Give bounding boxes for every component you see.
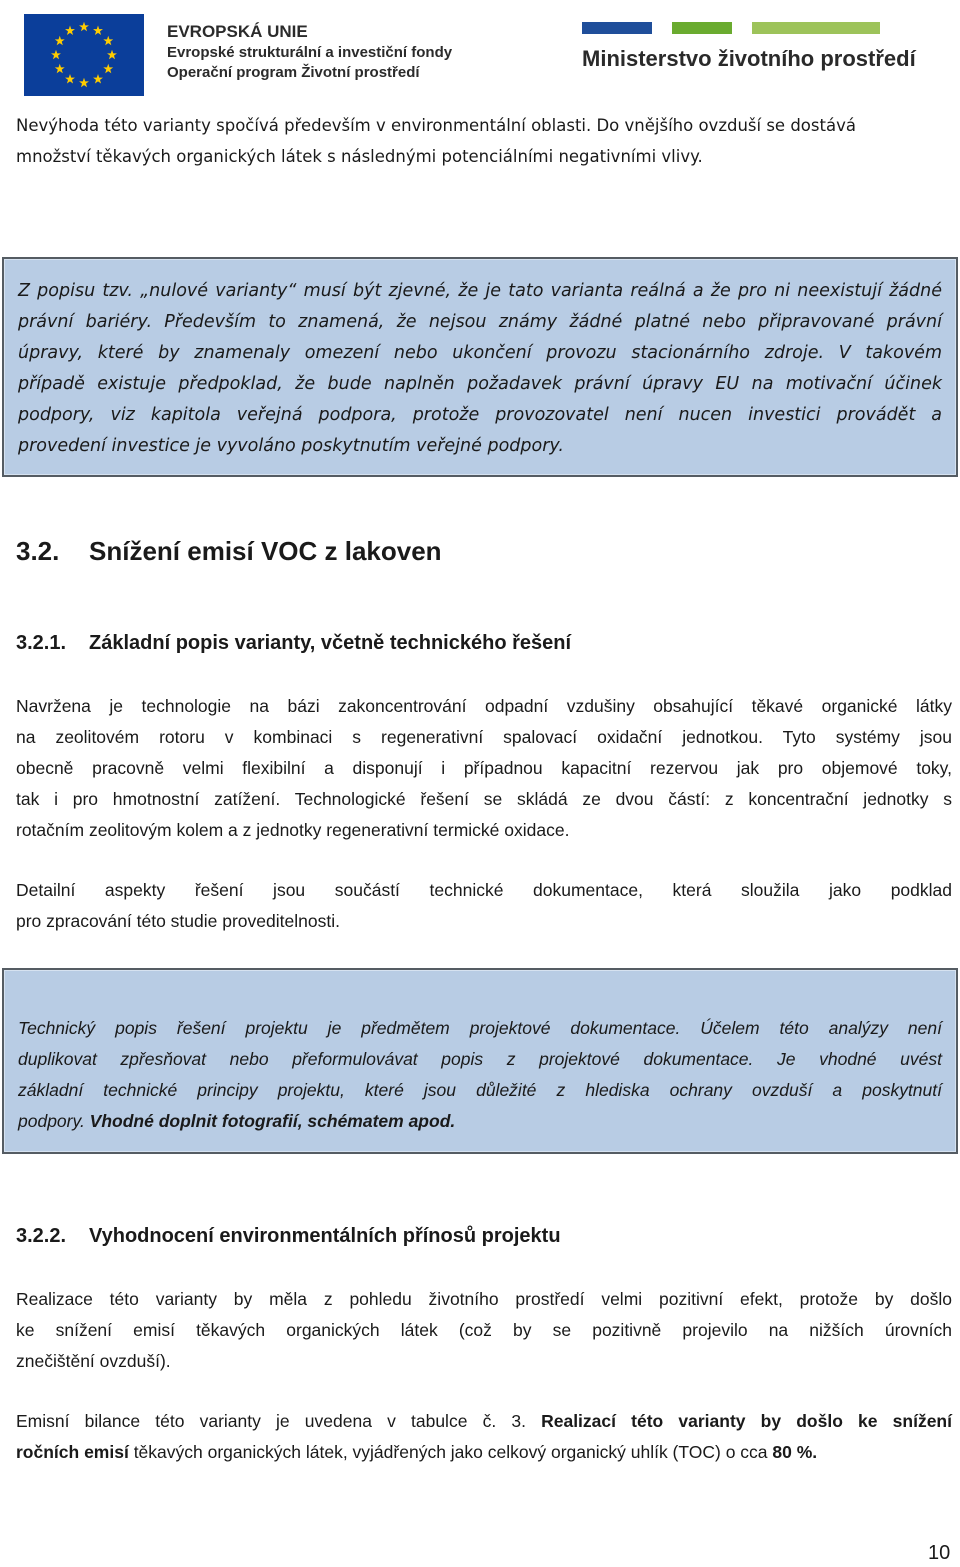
section-number: 3.2.2.	[16, 1225, 67, 1247]
note-line: duplikovat zpřesňovat nebo přeformulovávat popis z projektové dokumentace. Je vhodné uvést	[18, 1049, 942, 1069]
section-title: Základní popis varianty, včetně technického řešení	[89, 632, 572, 654]
intro-paragraph	[16, 110, 946, 172]
note-line: úpravy, které by znamenaly omezení nebo ukončení provozu stacionárního zdroje. V takovém	[18, 343, 942, 363]
note-line-last	[18, 1106, 942, 1137]
eu-title: EVROPSKÁ UNIE	[167, 22, 308, 41]
note-line: případě existuje předpoklad, že bude naplněn požadavek právní úpravy EU na motivační účinek	[18, 374, 942, 394]
intro-line-2: množství těkavých organických látek s následnými potenciálními negativními vlivy.	[16, 147, 703, 166]
note-line: základní technické principy projektu, které jsou důležité z hlediska ochrany ovzduší a poskytnutí	[18, 1080, 942, 1100]
paragraph-line: Realizace této varianty by měla z pohledu životního prostředí velmi pozitivní efekt, protože by došlo	[16, 1289, 952, 1309]
note-box-text	[18, 1013, 942, 1137]
emission-balance-paragraph	[16, 1406, 952, 1468]
ministry-logo	[582, 22, 916, 82]
paragraph-line: rotačním zeolitovým kolem a z jednotky regenerativní termické oxidace.	[16, 820, 570, 840]
paragraph-emphasis: 80 %.	[772, 1442, 818, 1462]
eu-stars-icon	[24, 14, 144, 96]
ministry-name: Ministerstvo životního prostředí	[582, 46, 916, 71]
note-emphasis: Vhodné doplnit fotografií, schématem apod.	[89, 1111, 456, 1131]
paragraph-emphasis: ročních emisí	[16, 1442, 129, 1462]
paragraph-line: tak i pro hmotnostní zatížení. Technologické řešení se skládá ze dvou částí: z koncentrační jednotky s	[16, 789, 952, 809]
note-box-technical	[2, 968, 958, 1154]
section-number: 3.2.	[16, 536, 60, 566]
paragraph-text: Emisní bilance této varianty je uvedena v tabulce č. 3.	[16, 1411, 542, 1431]
description-paragraph	[16, 691, 952, 846]
note-line: právní bariéry. Především to znamená, že nejsou známy žádné platné nebo připravované právní	[18, 312, 942, 332]
paragraph-line	[16, 1437, 952, 1468]
section-heading-3-2-1	[16, 632, 571, 655]
section-title: Snížení emisí VOC z lakoven	[89, 536, 442, 566]
paragraph-line: na zeolitovém rotoru v kombinaci s regenerativní spalovací oxidační jednotkou. Tyto systémy jsou	[16, 727, 952, 747]
eu-funds-line: Evropské strukturální a investiční fondy	[167, 44, 453, 61]
eu-flag-logo	[24, 14, 144, 96]
note-line: podpory, viz kapitola veřejná podpora, protože provozovatel není nucen investici provádět a	[18, 405, 942, 425]
section-heading-3-2	[16, 536, 442, 567]
paragraph-line: Detailní aspekty řešení jsou součástí technické dokumentace, která sloužila jako podklad	[16, 880, 952, 900]
paragraph-emphasis: Realizací této varianty by došlo ke snížení	[541, 1411, 952, 1431]
operational-program-line: Operační program Životní prostředí	[167, 64, 420, 81]
paragraph-line: pro zpracování této studie proveditelnosti.	[16, 911, 340, 931]
paragraph-line: obecně pracovně velmi flexibilní a disponují i případnou kapacitní rezervou jak pro objemové toky,	[16, 758, 952, 778]
benefits-paragraph	[16, 1284, 952, 1377]
intro-line-1: Nevýhoda této varianty spočívá především v environmentální oblasti. Do vnějšího ovzduší se dostává	[16, 116, 856, 135]
paragraph-line: znečištění ovzduší).	[16, 1351, 171, 1371]
section-title: Vyhodnocení environmentálních přínosů projektu	[89, 1225, 561, 1247]
note-box-zero-variant	[2, 257, 958, 477]
ministry-color-bar	[582, 22, 880, 34]
note-box-text	[18, 276, 942, 462]
note-text: podpory.	[18, 1111, 90, 1131]
note-line: Technický popis řešení projektu je předmětem projektové dokumentace. Účelem této analýzy není	[18, 1018, 942, 1038]
section-heading-3-2-2	[16, 1225, 561, 1248]
paragraph-line	[16, 1406, 952, 1437]
section-number: 3.2.1.	[16, 632, 67, 654]
paragraph-line: ke snížení emisí těkavých organických látek (což by se pozitivně projevilo na nižších úrovních	[16, 1320, 952, 1340]
paragraph-text: těkavých organických látek, vyjádřených jako celkový organický uhlík (TOC) o cca	[128, 1442, 773, 1462]
note-line: provedení investice je vyvoláno poskytnutím veřejné podpory.	[18, 436, 564, 456]
note-line: Z popisu tzv. „nulové varianty“ musí být zjevné, že je tato varianta reálná a že pro ni neexistují žádné	[18, 281, 942, 301]
details-paragraph	[16, 875, 952, 937]
paragraph-line: Navržena je technologie na bázi zakoncentrování odpadní vzdušiny obsahující těkavé organické látky	[16, 696, 952, 716]
page-number: 10	[928, 1542, 951, 1564]
